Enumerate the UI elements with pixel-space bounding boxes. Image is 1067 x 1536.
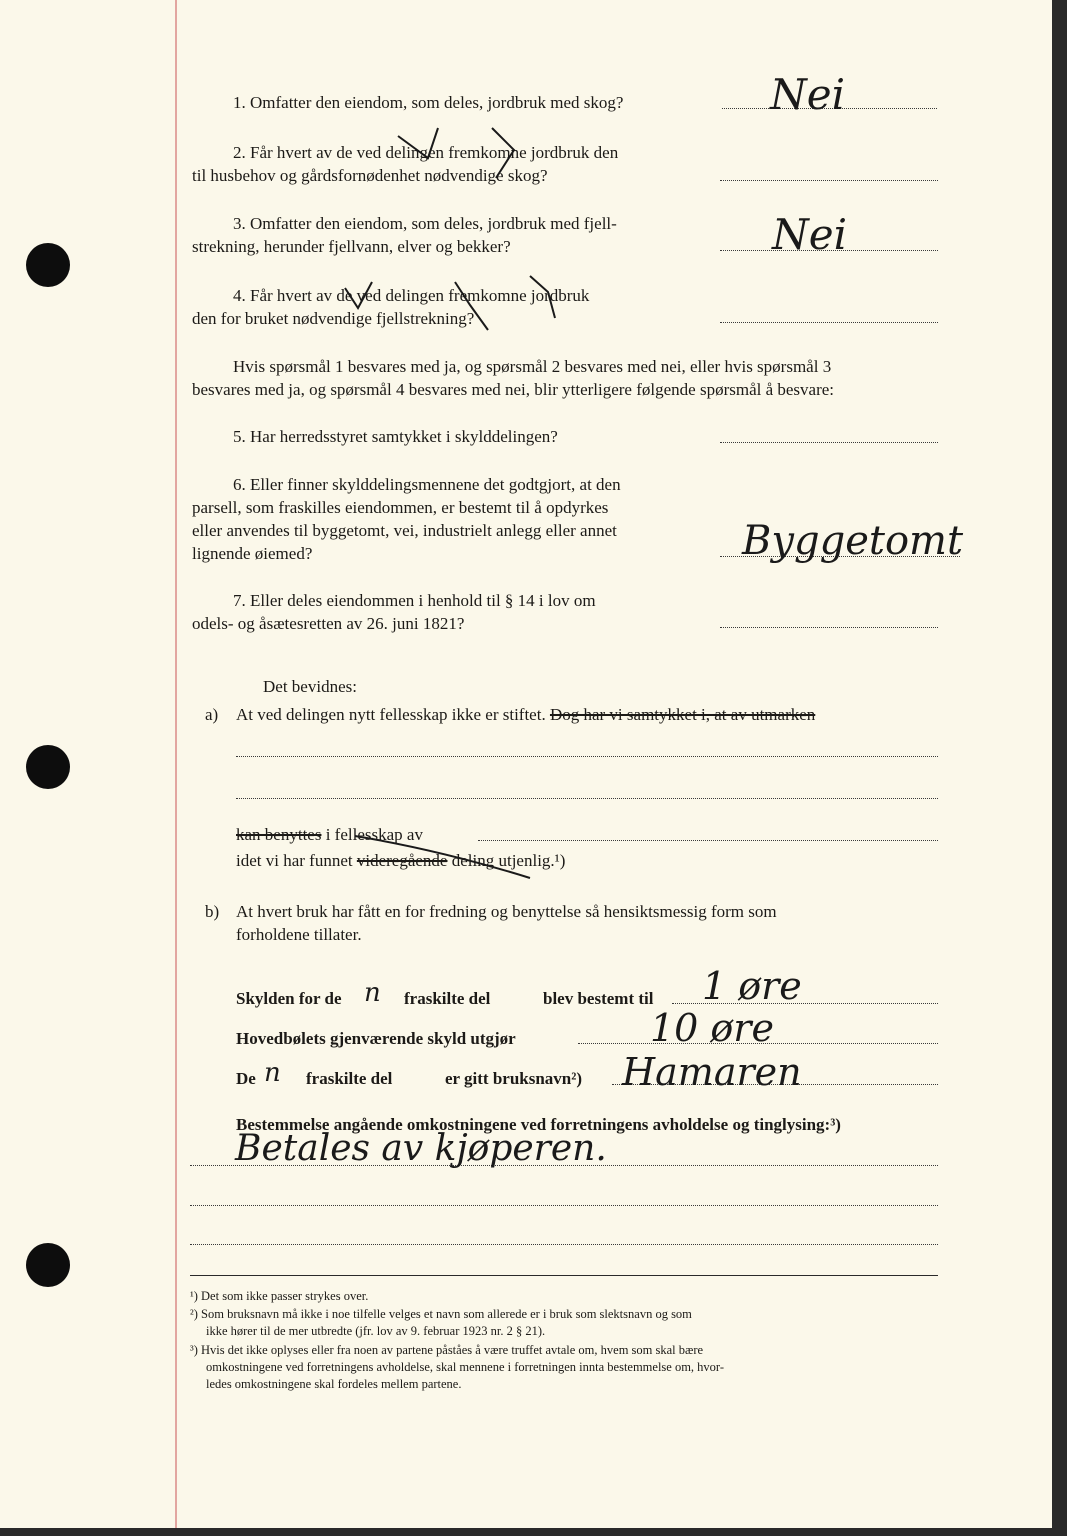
section-a-struck-text: Dog har vi samtykket i, at av utmarken <box>549 705 816 724</box>
bruksnavn-hand-suffix: n <box>264 1058 281 1088</box>
conditional-instruction: Hvis spørsmål 1 besvares med ja, og spørsmål 2 besvares med nei, eller hvis spørsmål 3 besvares med ja, og spørsmål 4 besvares med nei, blir ytterligere følgende spørsmål å besvare: <box>192 357 835 399</box>
hovedbol-value: 10 øre <box>650 1006 774 1050</box>
skylden-bestemt: blev bestemt til <box>543 989 654 1008</box>
question-1: 1. Omfatter den eiendom, som deles, jordbruk med skog? <box>233 93 624 112</box>
skylden-label: Skylden for de <box>236 989 342 1008</box>
skylden-fraskilte: fraskilte del <box>404 989 491 1008</box>
bruksnavn-value: Hamaren <box>622 1050 802 1094</box>
bestemmelse-label: Bestemmelse angående omkostningene ved forretningens avholdelse og tinglysing:³) <box>236 1115 841 1134</box>
question-6: 6. Eller finner skylddelingsmennene det godtgjort, at den parsell, som fraskilles eiendommen, er bestemt til å opdyrkes eller anvendes til byggetomt, vei, industrielt anlegg eller annet lignende øiemed? <box>192 475 621 563</box>
answer-1: Nei <box>770 70 846 119</box>
question-3: 3. Omfatter den eiendom, som deles, jordbruk med fjell- strekning, herunder fjellvann, elver og bekker? <box>192 214 617 256</box>
skylden-value: 1 øre <box>702 964 802 1008</box>
section-b-text: At hvert bruk har fått en for fredning og benyttelse så hensiktsmessig form som forholdene tillater. <box>236 902 777 944</box>
bruksnavn-fraskilte: fraskilte del <box>306 1069 393 1088</box>
hovedbol-label: Hovedbølets gjenværende skyld utgjør <box>236 1029 516 1048</box>
section-a-kan-line: kan benyttes i fellesskap av <box>236 825 423 844</box>
bestemmelse-value: Betales av kjøperen. <box>235 1128 607 1169</box>
footnote-1: ¹) Det som ikke passer strykes over. <box>190 1289 369 1303</box>
bruksnavn-label-c: er gitt bruksnavn²) <box>445 1069 583 1088</box>
question-2: 2. Får hvert av de ved delingen fremkomne jordbruk den til husbehov og gårdsfornødenhet nødvendige skog? <box>192 143 619 185</box>
question-5: 5. Har herredsstyret samtykket i skylddelingen? <box>233 427 558 446</box>
answer-3: Nei <box>772 210 848 259</box>
section-a-label: a) <box>205 705 219 724</box>
section-b-label: b) <box>205 902 220 921</box>
bevidnes-heading: Det bevidnes: <box>263 677 357 696</box>
question-7: 7. Eller deles eiendommen i henhold til § 14 i lov om odels- og åsætesretten av 26. juni 1821? <box>192 591 596 633</box>
section-a-idet-line: idet vi har funnet videregående deling utjenlig.¹) <box>236 851 566 870</box>
footnote-2: ²) Som bruksnavn må ikke i noe tilfelle velges et navn som allerede er i bruk som slektsnavn og som ikke hører til de mer utbredte (jfr. lov av 9. februar 1923 nr. 2 § 21). <box>190 1307 692 1338</box>
question-4: 4. Får hvert av de ved delingen fremkomne jordbruk den for bruket nødvendige fjellstrekning? <box>192 286 590 328</box>
bruksnavn-label-a: De <box>236 1069 256 1088</box>
section-a-text: At ved delingen nytt fellesskap ikke er stiftet. Dog har vi samtykket i, at av utmarken <box>236 705 816 724</box>
footnote-3: ³) Hvis det ikke oplyses eller fra noen av partene påståes å være truffet avtale om, hvem som skal bære omkostningene ved forretningens avholdelse, skal mennene i forretningen innta bestemmelse om, hvor- ledes omkostningene skal fordeles mellem partene. <box>190 1343 725 1391</box>
answer-6: Byggetomt <box>742 518 964 564</box>
skylden-hand-suffix: n <box>364 978 381 1008</box>
